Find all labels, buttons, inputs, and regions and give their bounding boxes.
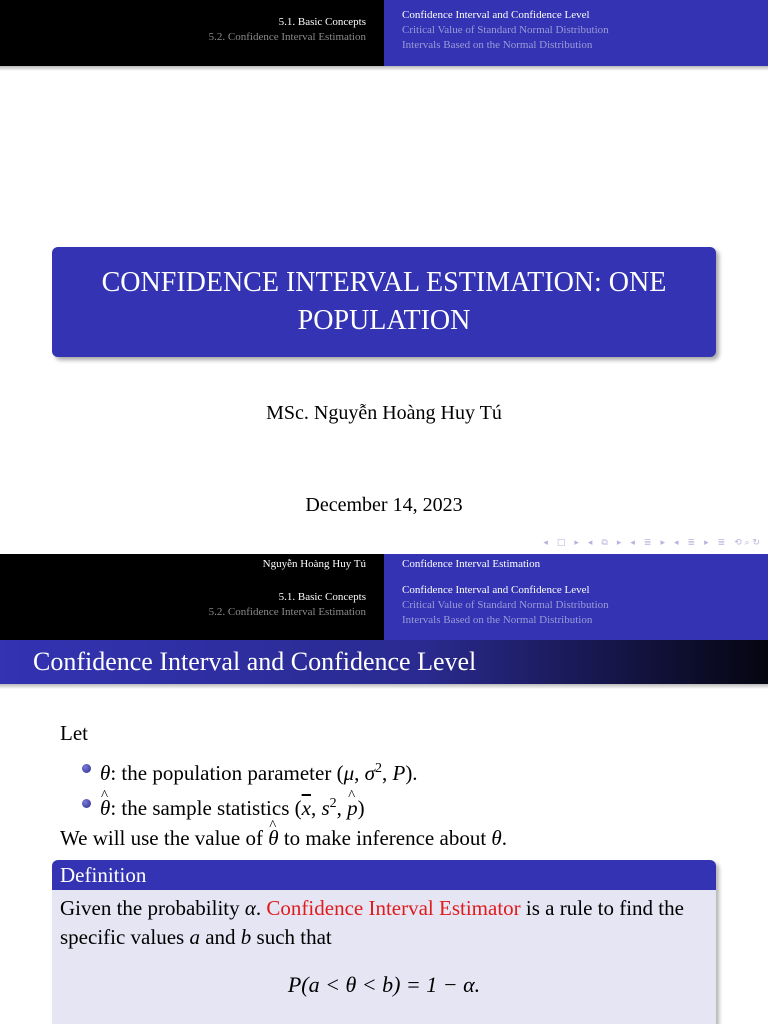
headline-subsections: [384, 554, 768, 640]
definition-formula: P(a < θ < b) = 1 − α.: [287, 972, 481, 997]
frame-title: Confidence Interval and Confidence Level: [0, 640, 768, 684]
prev-frame-icon[interactable]: ◂: [543, 538, 548, 548]
bullet-sample-statistics: ^ θ: the sample statistics ($\overline{x}$, $s^2$, ^ p): [60, 786, 720, 821]
navigation-symbols: [543, 538, 760, 548]
section-link-ci-estimation[interactable]: 5.2. Confidence Interval Estimation: [208, 606, 366, 618]
content-slide: [0, 554, 768, 1024]
param-list: μ: [343, 761, 355, 785]
definition-title: Definition: [52, 860, 716, 890]
author-name: MSc. Nguyễn Hoàng Huy Tú: [266, 402, 502, 424]
frame-title-shadow: [0, 684, 768, 689]
let-text: Let: [60, 721, 88, 745]
prev-subsection-icon[interactable]: ◂: [587, 538, 593, 548]
next-frame-icon[interactable]: ▸: [574, 538, 579, 548]
next-section-icon[interactable]: ▸: [660, 538, 665, 548]
subsection-link-normal-intervals[interactable]: Intervals Based on the Normal Distribution: [402, 39, 593, 51]
subsection-link-critical-value[interactable]: Critical Value of Standard Normal Distribution: [402, 599, 609, 611]
section-link-ci-estimation[interactable]: 5.2. Confidence Interval Estimation: [208, 31, 366, 43]
header-author: Nguyễn Hoàng Huy Tú: [262, 558, 366, 570]
presentation-date: December 14, 2023: [305, 494, 463, 516]
next-subsection-icon[interactable]: ▸: [616, 538, 622, 548]
presentation-title: CONFIDENCE INTERVAL ESTIMATION: ONE POPULATION: [52, 247, 716, 357]
inference-sentence: We will use the value of ^ θ to make inference about θ.: [60, 821, 720, 856]
header-section-title: Confidence Interval Estimation: [402, 558, 541, 570]
section-link-basic-concepts[interactable]: 5.1. Basic Concepts: [278, 591, 366, 603]
definition-body: Given the probability α. Confidence Interval Estimator is a rule to find the specific values a and b such that P(a < θ < b) = 1 − α.: [52, 890, 716, 1024]
bullet-population-parameter: θ: the population parameter (μ, $\sigma^2$, P).: [60, 751, 720, 786]
definition-text-and: and: [199, 925, 241, 949]
next-slide-icon[interactable]: ▸: [704, 538, 709, 548]
definition-text-end: such that: [251, 925, 332, 949]
headline-bar: [0, 554, 768, 640]
theta-symbol: θ: [100, 761, 111, 785]
headline-sections: [0, 554, 384, 640]
definition-block: [52, 860, 716, 1024]
bullet-icon: [82, 799, 91, 808]
headline-subsections: [384, 0, 768, 66]
headline-bar: [0, 0, 768, 66]
prev-slide-icon[interactable]: ◂: [674, 538, 679, 548]
bullet-text: : the sample statistics (: [110, 796, 302, 820]
theta-hat-symbol: ^ θ: [268, 821, 278, 856]
slide-icon[interactable]: ≣: [687, 538, 696, 548]
subsection-link-ci-level[interactable]: Confidence Interval and Confidence Level: [402, 584, 590, 596]
inference-text-pre: We will use the value of: [60, 826, 269, 850]
stat-list: $\overline{x}$: [301, 796, 311, 820]
subsection-link-critical-value[interactable]: Critical Value of Standard Normal Distribution: [402, 24, 609, 36]
subsection-link-normal-intervals[interactable]: Intervals Based on the Normal Distribution: [402, 614, 593, 626]
inference-text-mid: to make inference about: [278, 826, 492, 850]
subsection-icon[interactable]: ⧉: [601, 538, 608, 548]
section-link-basic-concepts[interactable]: 5.1. Basic Concepts: [278, 16, 366, 28]
slide-body: [60, 716, 720, 856]
alert-term: Confidence Interval Estimator: [266, 896, 521, 920]
bullet-icon: [82, 764, 91, 773]
bullet-text: : the population parameter (: [110, 761, 344, 785]
section-icon[interactable]: ≣: [643, 538, 652, 548]
definition-text-post: is a rule to find the specific values: [60, 896, 684, 949]
search-icon[interactable]: ⟲ ⌕ ↻: [734, 538, 760, 548]
frame-icon[interactable]: □: [556, 538, 566, 548]
prev-section-icon[interactable]: ◂: [630, 538, 635, 548]
theta-hat-symbol: ^ θ: [100, 791, 110, 826]
definition-text-pre: Given the probability: [60, 896, 245, 920]
toc-icon[interactable]: ≣: [717, 538, 726, 548]
subsection-link-ci-level[interactable]: Confidence Interval and Confidence Level: [402, 9, 590, 21]
headline-sections: [0, 0, 384, 66]
headline-shadow: [0, 66, 768, 71]
